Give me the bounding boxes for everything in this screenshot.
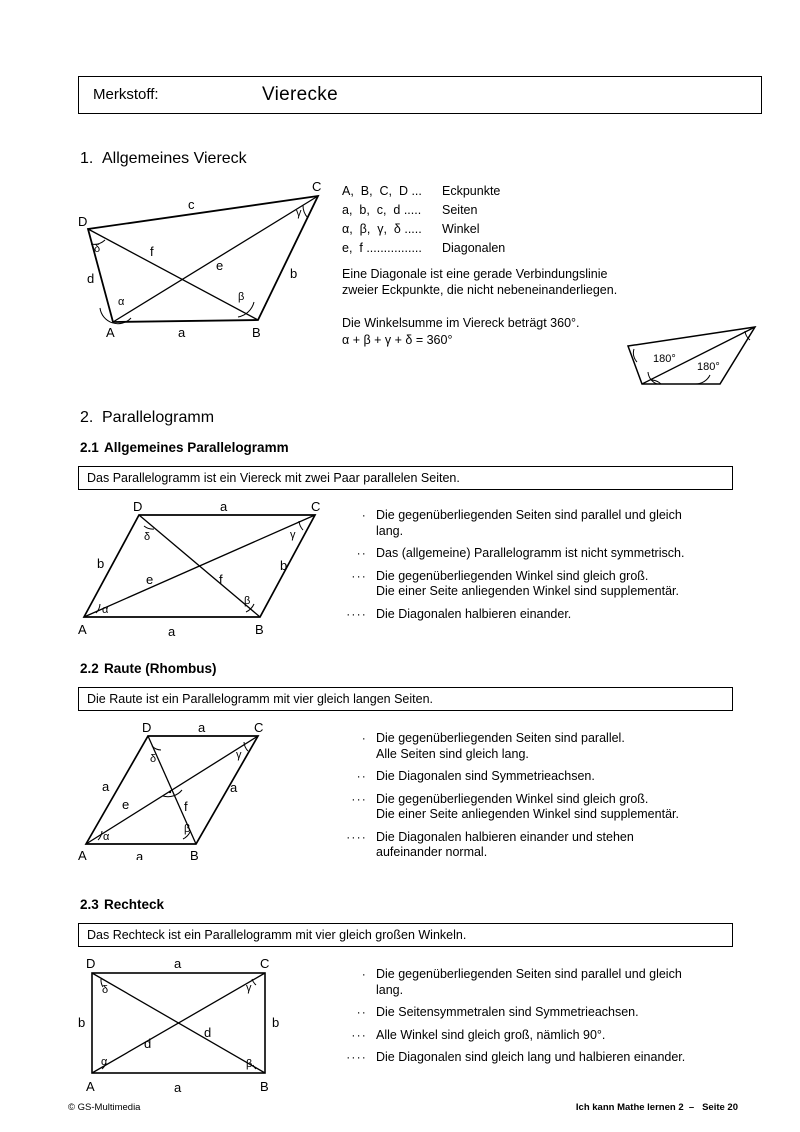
bullet-text: [376, 967, 762, 998]
bullet-text: [376, 508, 762, 539]
bullet-line-1: Die gegenüberliegenden Winkel sind gleich groß.: [376, 568, 649, 583]
figure-rhombus: [78, 720, 333, 860]
legend-anglesum-line1: Die Winkelsumme im Viereck beträgt 360°.: [342, 316, 580, 330]
rectangle-vertex-B: B: [260, 1079, 269, 1094]
parallelogram-side-a-bottom: a: [168, 624, 176, 639]
quad-diagonal-f: f: [150, 244, 154, 259]
quad-angle-beta: β: [238, 291, 245, 303]
list-item: [342, 1050, 762, 1066]
parallelogram-vertex-D: D: [133, 500, 143, 514]
rectangle-angle-gamma: γ: [246, 982, 252, 994]
definition-text-rhombus: Die Raute ist ein Parallelogramm mit vier gleich langen Seiten.: [87, 692, 433, 706]
bullet-marker: ··: [356, 546, 367, 560]
section-1-title: Allgemeines Viereck: [102, 150, 247, 167]
rectangle-side-b-right: b: [272, 1015, 280, 1030]
bullet-marker: ···: [351, 568, 367, 583]
figure-parallelogram: [78, 500, 333, 640]
legend-row-points: [342, 182, 762, 201]
bullet-list-rectangle: [342, 967, 762, 1073]
bullet-marker: ·: [361, 967, 367, 981]
bullet-marker: ····: [346, 829, 367, 844]
list-item: [342, 967, 762, 998]
bullet-line-1: Die Seitensymmetralen sind Symmetrieachsen.: [376, 1005, 639, 1019]
section-2-2-heading: [80, 661, 217, 676]
bullet-line-2: lang.: [376, 982, 404, 997]
bullet-line-2: Die einer Seite anliegenden Winkel sind supplementär.: [376, 584, 679, 598]
rectangle-diagonal-d1: d: [144, 1036, 152, 1051]
section-2-3-number: 2.3: [80, 897, 99, 912]
legend-symbols-sides: a, b, c, d .....: [342, 203, 422, 217]
legend-paragraph-diagonal: [342, 267, 762, 298]
bullet-marker: ···: [351, 1027, 367, 1042]
quad-angle-alpha: α: [118, 296, 125, 308]
legend-symbols-angles: α, β, γ, δ .....: [342, 222, 422, 236]
quad-angle-gamma: γ: [296, 207, 302, 219]
rhombus-side-a-top: a: [198, 720, 206, 735]
rhombus-vertex-B: B: [190, 848, 199, 860]
parallelogram-vertex-A: A: [78, 622, 87, 637]
bullet-marker: ·: [361, 731, 367, 745]
section-1-heading: [80, 150, 247, 168]
section-2-1-heading: [80, 440, 289, 455]
bullet-list-rhombus: [342, 731, 762, 868]
definition-text-parallelogram: Das Parallelogramm ist ein Viereck mit zwei Paar parallelen Seiten.: [87, 471, 460, 485]
list-item: [342, 830, 762, 861]
parallelogram-side-b-left: b: [97, 556, 105, 571]
section-1-number: 1.: [80, 150, 94, 167]
section-2-heading: [80, 409, 214, 427]
rectangle-side-b-left: b: [78, 1015, 86, 1030]
quad-vertex-C: C: [312, 179, 322, 194]
rectangle-vertex-C: C: [260, 956, 270, 971]
legend-anglesum-line2: α + β + γ + δ = 360°: [342, 333, 453, 347]
rhombus-diagonal-f: f: [184, 799, 188, 814]
bullet-text: [376, 731, 762, 762]
anglesum-label-left: 180°: [653, 353, 676, 365]
bullet-marker: ···: [351, 791, 367, 806]
rectangle-side-a-bottom: a: [174, 1080, 182, 1095]
list-item: [342, 731, 762, 762]
quad-angle-delta: δ: [94, 243, 101, 255]
rhombus-vertex-A: A: [78, 848, 87, 860]
bullet-line-1: Die gegenüberliegenden Seiten sind parallel und gleich: [376, 967, 682, 981]
list-item: [342, 508, 762, 539]
list-item: [342, 769, 762, 785]
section-2-2-title: Raute (Rhombus): [104, 661, 217, 676]
section-2-number: 2.: [80, 409, 94, 426]
quad-vertex-D: D: [78, 214, 88, 229]
list-item: [342, 792, 762, 823]
list-item: [342, 569, 762, 600]
quad-diagonal-e: e: [216, 258, 224, 273]
bullet-line-1: Die gegenüberliegenden Seiten sind parallel und gleich: [376, 508, 682, 522]
rhombus-angle-gamma: γ: [236, 749, 242, 761]
legend-diagonal-line1: Eine Diagonale ist eine gerade Verbindungslinie: [342, 267, 608, 281]
bullet-marker: ·: [361, 508, 367, 522]
bullet-marker: ··: [356, 769, 367, 783]
rhombus-side-a-left: a: [102, 779, 110, 794]
figure-rectangle: [78, 955, 333, 1095]
parallelogram-diagonal-e: e: [146, 572, 154, 587]
parallelogram-vertex-B: B: [255, 622, 264, 637]
header-label: Merkstoff:: [93, 86, 159, 103]
rectangle-diagonal-d2: d: [204, 1025, 212, 1040]
parallelogram-diagonal-f: f: [219, 572, 223, 587]
quad-vertex-A: A: [106, 325, 115, 338]
legend-row-sides: [342, 201, 762, 220]
legend-symbols-points: A, B, C, D ...: [342, 184, 422, 198]
legend-symbols-diagonals: e, f ................: [342, 241, 422, 255]
rhombus-diagonal-e: e: [122, 797, 130, 812]
definition-box-rectangle: [78, 923, 733, 947]
figure-general-quadrilateral: [78, 178, 338, 338]
section-2-1-title: Allgemeines Parallelogramm: [104, 440, 289, 455]
bullet-line-1: Die Diagonalen sind Symmetrieachsen.: [376, 769, 595, 783]
section-2-3-title: Rechteck: [104, 897, 165, 912]
legend-meaning-sides: Seiten: [442, 203, 478, 217]
bullet-line-1: Die gegenüberliegenden Seiten sind parallel.: [376, 731, 625, 745]
bullet-marker: ····: [346, 1050, 367, 1064]
rectangle-angle-beta: β: [246, 1058, 253, 1070]
rectangle-angle-alpha: α: [101, 1056, 108, 1068]
parallelogram-angle-delta: δ: [144, 531, 151, 543]
bullet-text: [376, 769, 762, 785]
rhombus-vertex-C: C: [254, 720, 264, 735]
bullet-marker: ··: [356, 1005, 367, 1019]
bullet-line-1: Die Diagonalen halbieren einander und stehen: [376, 829, 634, 844]
bullet-line-1: Alle Winkel sind gleich groß, nämlich 90°.: [376, 1027, 606, 1042]
parallelogram-angle-gamma: γ: [290, 529, 296, 541]
bullet-list-parallelogram: [342, 508, 762, 629]
rectangle-vertex-A: A: [86, 1079, 95, 1094]
rhombus-side-a-bottom: a: [136, 849, 144, 860]
parallelogram-side-b-right: b: [280, 558, 288, 573]
header-title-box: [78, 76, 762, 114]
bullet-line-2: Alle Seiten sind gleich lang.: [376, 746, 529, 761]
bullet-line-1: Die Diagonalen halbieren einander.: [376, 606, 572, 621]
rhombus-angle-beta: β: [184, 823, 191, 835]
bullet-line-1: Das (allgemeine) Parallelogramm ist nicht symmetrisch.: [376, 546, 685, 560]
bullet-text: [376, 546, 762, 562]
bullet-text: [376, 1050, 762, 1066]
legend-meaning-angles: Winkel: [442, 222, 480, 236]
bullet-text: [376, 830, 762, 861]
rhombus-side-a-right: a: [230, 780, 238, 795]
definition-text-rectangle: Das Rechteck ist ein Parallelogramm mit vier gleich großen Winkeln.: [87, 928, 467, 942]
list-item: [342, 1005, 762, 1021]
list-item: [342, 1028, 762, 1044]
bullet-line-1: Die Diagonalen sind gleich lang und halbieren einander.: [376, 1050, 686, 1064]
parallelogram-vertex-C: C: [311, 500, 321, 514]
list-item: [342, 546, 762, 562]
rhombus-angle-delta: δ: [150, 753, 157, 765]
rectangle-angle-delta: δ: [102, 984, 109, 996]
bullet-text: [376, 607, 762, 623]
section-2-title: Parallelogramm: [102, 409, 215, 426]
bullet-text: [376, 792, 762, 823]
section-2-1-number: 2.1: [80, 440, 99, 455]
bullet-marker: ····: [346, 606, 367, 621]
bullet-text: [376, 569, 762, 600]
bullet-line-1: Die gegenüberliegenden Winkel sind gleich groß.: [376, 791, 649, 806]
definition-box-rhombus: [78, 687, 733, 711]
parallelogram-angle-alpha: α: [102, 604, 109, 616]
legend-row-diagonals: [342, 239, 762, 258]
section-2-3-heading: [80, 897, 164, 912]
bullet-line-2: aufeinander normal.: [376, 845, 488, 859]
definition-box-parallelogram: [78, 466, 733, 490]
rectangle-side-a-top: a: [174, 956, 182, 971]
bullet-text: [376, 1028, 762, 1044]
legend-meaning-points: Eckpunkte: [442, 184, 501, 198]
rhombus-vertex-D: D: [142, 720, 152, 735]
quad-side-a: a: [178, 325, 186, 338]
quad-side-b: b: [290, 266, 298, 281]
rhombus-angle-alpha: α: [103, 831, 110, 843]
quad-side-c: c: [188, 197, 195, 212]
bullet-text: [376, 1005, 762, 1021]
legend-row-angles: [342, 220, 762, 239]
footer-copyright: © GS-Multimedia: [68, 1102, 141, 1113]
legend-meaning-diagonals: Diagonalen: [442, 241, 506, 255]
quad-vertex-B: B: [252, 325, 261, 338]
quad-side-d: d: [87, 271, 95, 286]
bullet-line-2: Die einer Seite anliegenden Winkel sind supplementär.: [376, 807, 679, 821]
parallelogram-side-a-top: a: [220, 500, 228, 514]
section-2-2-number: 2.2: [80, 661, 99, 676]
footer-page-info: Ich kann Mathe lernen 2 – Seite 20: [575, 1102, 738, 1113]
rectangle-vertex-D: D: [86, 956, 96, 971]
legend-diagonal-line2: zweier Eckpunkte, die nicht nebeneinanderliegen.: [342, 282, 618, 297]
figure-angle-sum: [600, 322, 765, 394]
anglesum-label-right: 180°: [697, 361, 720, 373]
bullet-line-2: lang.: [376, 523, 404, 538]
page-title: Vierecke: [262, 84, 338, 105]
list-item: [342, 607, 762, 623]
parallelogram-angle-beta: β: [244, 595, 251, 607]
